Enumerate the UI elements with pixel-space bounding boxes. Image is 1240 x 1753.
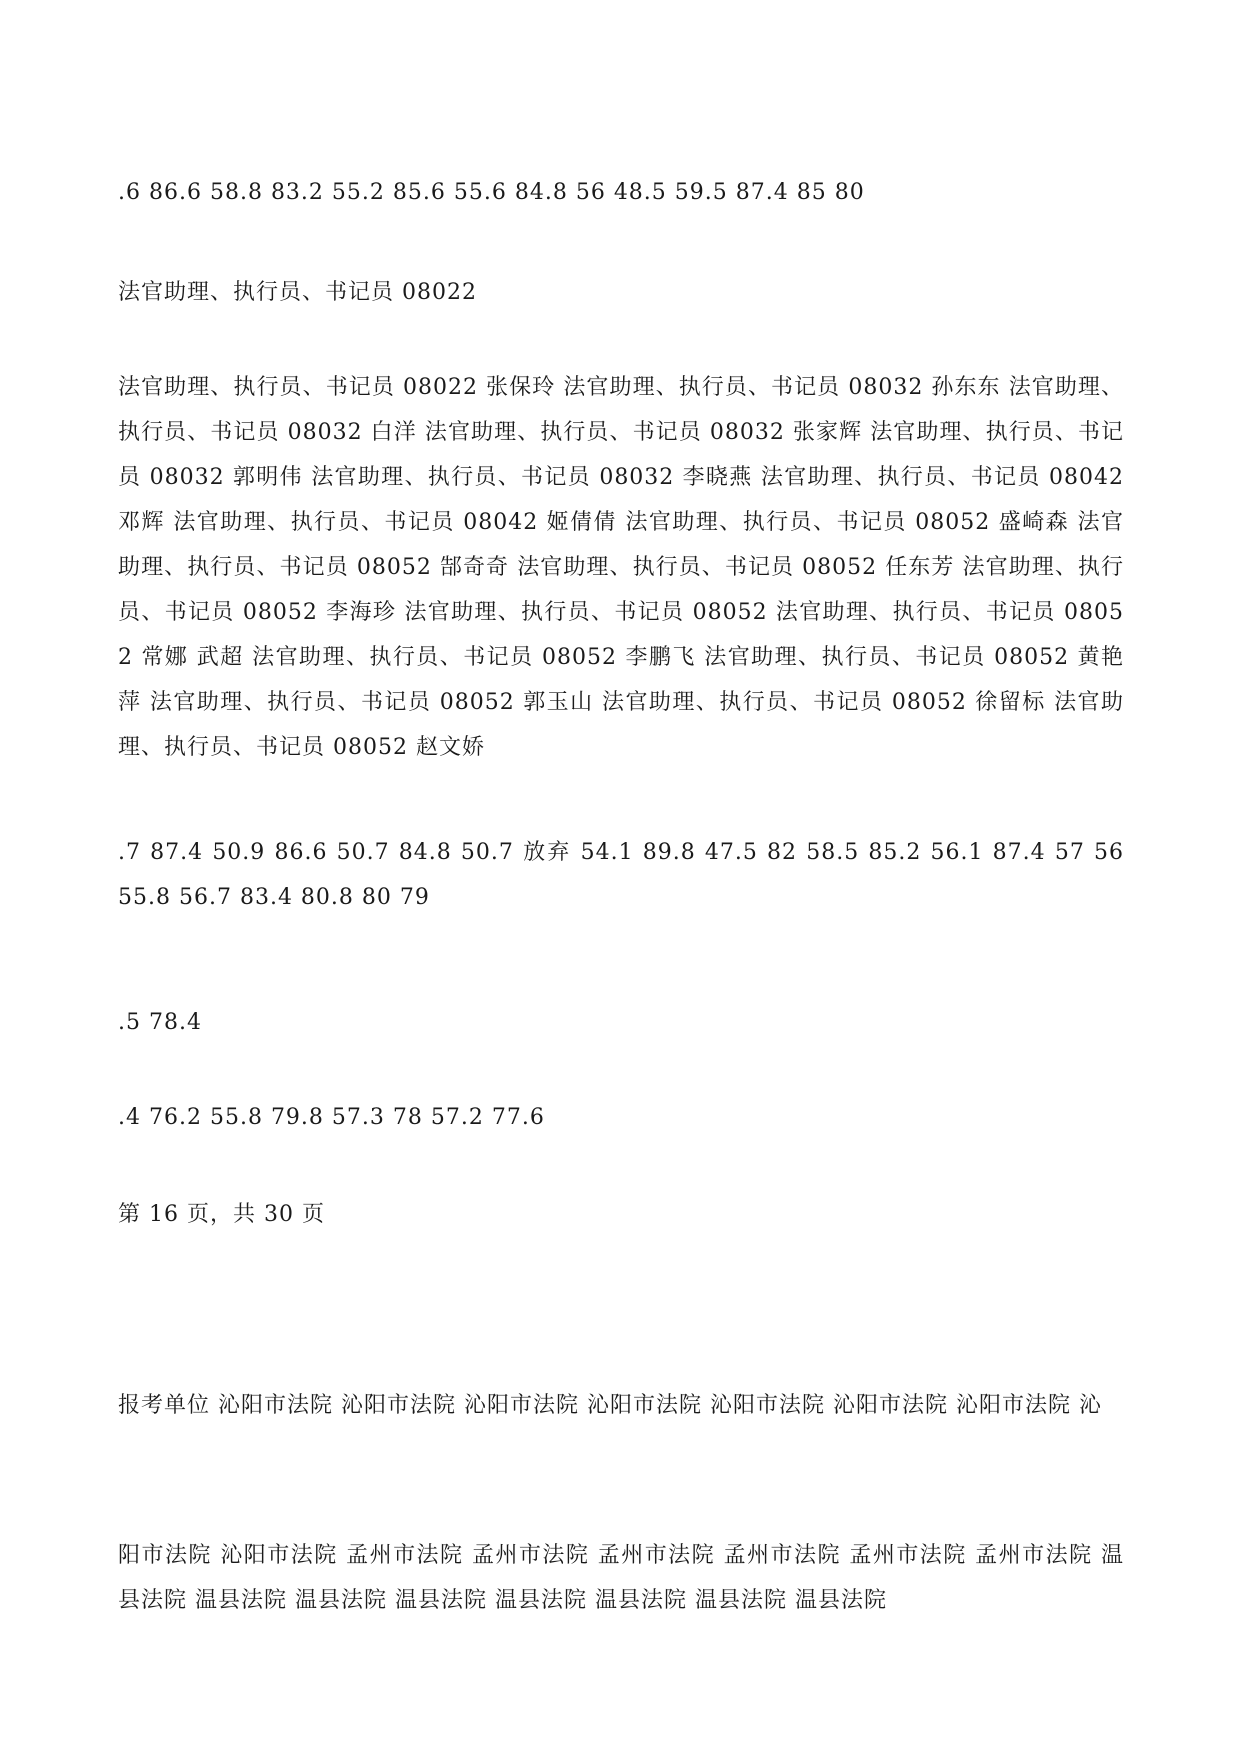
employer-list-2: 阳市法院 沁阳市法院 孟州市法院 孟州市法院 孟州市法院 孟州市法院 孟州市法院 孟州市法院 温县法院 温县法院 温县法院 温县法院 温县法院 温县法院 温县法院 温县法院 — [118, 1543, 1124, 1613]
position-heading: 法官助理、执行员、书记员 08022 — [118, 280, 477, 305]
page-number: 第 16 页，共 30 页 — [118, 1202, 325, 1227]
candidate-list: 法官助理、执行员、书记员 08022 张保玲 法官助理、执行员、书记员 08032 孙东东 法官助理、执行员、书记员 08032 白洋 法官助理、执行员、书记员 08032 张家辉 法官助理、执行员、书记员 08032 郭明伟 法官助理、执行员、书记员 08032 李晓燕 法官助理、执行员、书记员 08042 邓辉 法官助理、执行员、书记员 08042 姬倩倩 法官助理、执行员、书记员 08052 盛崎森 法官助理、执行员、书记员 08052 郜奇奇 法官助理、执行员、书记员 08052 任东芳 法官助理、执行员、书记员 08052 李海珍 法官助理、执行员、书记员 08052 法官助理、执行员、书记员 08052 常娜 武超 法官助理、执行员、书记员 08052 李鹏飞 法官助理、执行员、书记员 08052 黄艳萍 法官助理、执行员、书记员 08052 郭玉山 法官助理、执行员、书记员 08052 徐留标 法官助理、执行员、书记员 08052 赵文娇 — [118, 375, 1124, 760]
score-line-1: .6 86.6 58.8 83.2 55.2 85.6 55.6 84.8 56 48.5 59.5 87.4 85 80 — [118, 180, 865, 205]
score-line-3: .5 78.4 — [118, 1010, 202, 1035]
score-line-4: .4 76.2 55.8 79.8 57.3 78 57.2 77.6 — [118, 1105, 545, 1130]
employer-list-1: 报考单位 沁阳市法院 沁阳市法院 沁阳市法院 沁阳市法院 沁阳市法院 沁阳市法院 沁阳市法院 沁 — [118, 1393, 1102, 1418]
score-line-2: .7 87.4 50.9 86.6 50.7 84.8 50.7 放弃 54.1 89.8 47.5 82 58.5 85.2 56.1 87.4 57 56 55.8 56.7 83.4 80.8 80 79 — [118, 840, 1124, 910]
